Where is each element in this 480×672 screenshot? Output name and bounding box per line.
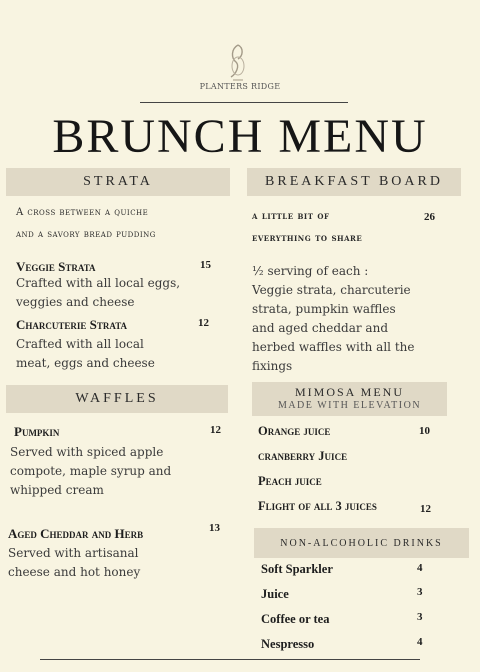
mimosa-item-peach: Peach juice <box>258 474 322 488</box>
veggie-strata-desc-line2: veggies and cheese <box>16 295 135 309</box>
breakfast-board-title-line1: a little bit of <box>252 211 330 222</box>
drink-soft-sparkler-price: 4 <box>417 562 423 574</box>
breakfast-board-title-line2: everything to share <box>252 233 363 244</box>
waffles-heading: WAFFLES <box>6 385 228 413</box>
breakfast-board-desc-line5: herbed waffles with all the <box>252 340 415 354</box>
drink-nespresso-price: 4 <box>417 636 423 648</box>
drink-nespresso: Nespresso <box>261 637 315 651</box>
breakfast-board-price: 26 <box>424 211 435 223</box>
breakfast-board-desc-line3: strata, pumpkin waffles <box>252 302 396 316</box>
brand-name: PLANTERS RIDGE <box>199 82 281 91</box>
veggie-strata-price: 15 <box>200 259 211 271</box>
breakfast-board-heading: BREAKFAST BOARD <box>247 168 461 196</box>
mimosa-item-cranberry: cranberry Juice <box>258 449 348 463</box>
page-title: BRUNCH MENU <box>52 110 428 163</box>
non-alcoholic-heading: NON-ALCOHOLIC DRINKS <box>254 528 469 558</box>
cheddar-herb-waffle-price: 13 <box>209 522 220 534</box>
mimosa-heading <box>252 382 447 416</box>
cheddar-herb-waffle-name: Aged Cheddar and Herb <box>8 526 144 541</box>
charcuterie-strata-price: 12 <box>198 317 209 329</box>
breakfast-board-desc-line2: Veggie strata, charcuterie <box>252 283 411 297</box>
footer-divider <box>40 659 420 660</box>
mimosa-item-orange: Orange juice <box>258 424 331 438</box>
veggie-strata-name: Veggie Strata <box>16 259 96 274</box>
charcuterie-strata-name: Charcuterie Strata <box>16 317 128 332</box>
header-divider <box>140 102 348 103</box>
drink-soft-sparkler: Soft Sparkler <box>261 562 333 576</box>
strata-intro-line2: and a savory bread pudding <box>16 229 156 240</box>
drink-coffee-tea: Coffee or tea <box>261 612 330 626</box>
breakfast-board-desc-line4: and aged cheddar and <box>252 321 388 335</box>
pumpkin-waffle-price: 12 <box>210 424 221 436</box>
breakfast-board-desc-line6: fixings <box>252 359 293 373</box>
mimosa-item-orange-price: 10 <box>419 425 430 437</box>
veggie-strata-desc-line1: Crafted with all local eggs, <box>16 276 181 290</box>
strata-intro-line1: A cross between a quiche <box>16 207 149 218</box>
mimosa-title: MIMOSA MENU <box>294 385 404 399</box>
mimosa-item-flight: Flight of all 3 juices <box>258 499 377 513</box>
charcuterie-strata-desc-line2: meat, eggs and cheese <box>16 356 155 370</box>
strata-heading: STRATA <box>6 168 230 196</box>
drink-juice-price: 3 <box>417 586 423 598</box>
breakfast-board-desc-line1: ½ serving of each : <box>252 264 369 278</box>
cheddar-herb-waffle-desc-line2: cheese and hot honey <box>8 565 141 579</box>
cheddar-herb-waffle-desc-line1: Served with artisanal <box>8 546 139 560</box>
drink-juice: Juice <box>261 587 289 601</box>
charcuterie-strata-desc-line1: Crafted with all local <box>16 337 144 351</box>
pumpkin-waffle-desc-line2: compote, maple syrup and <box>10 464 172 478</box>
pumpkin-waffle-desc-line1: Served with spiced apple <box>10 445 164 459</box>
mimosa-subtitle: MADE WITH ELEVATION <box>277 400 422 411</box>
pumpkin-waffle-desc-line3: whipped cream <box>10 483 104 497</box>
pumpkin-waffle-name: Pumpkin <box>14 424 60 439</box>
planters-ridge-logo-icon <box>222 42 254 86</box>
drink-coffee-tea-price: 3 <box>417 611 423 623</box>
mimosa-item-flight-price: 12 <box>420 503 431 515</box>
